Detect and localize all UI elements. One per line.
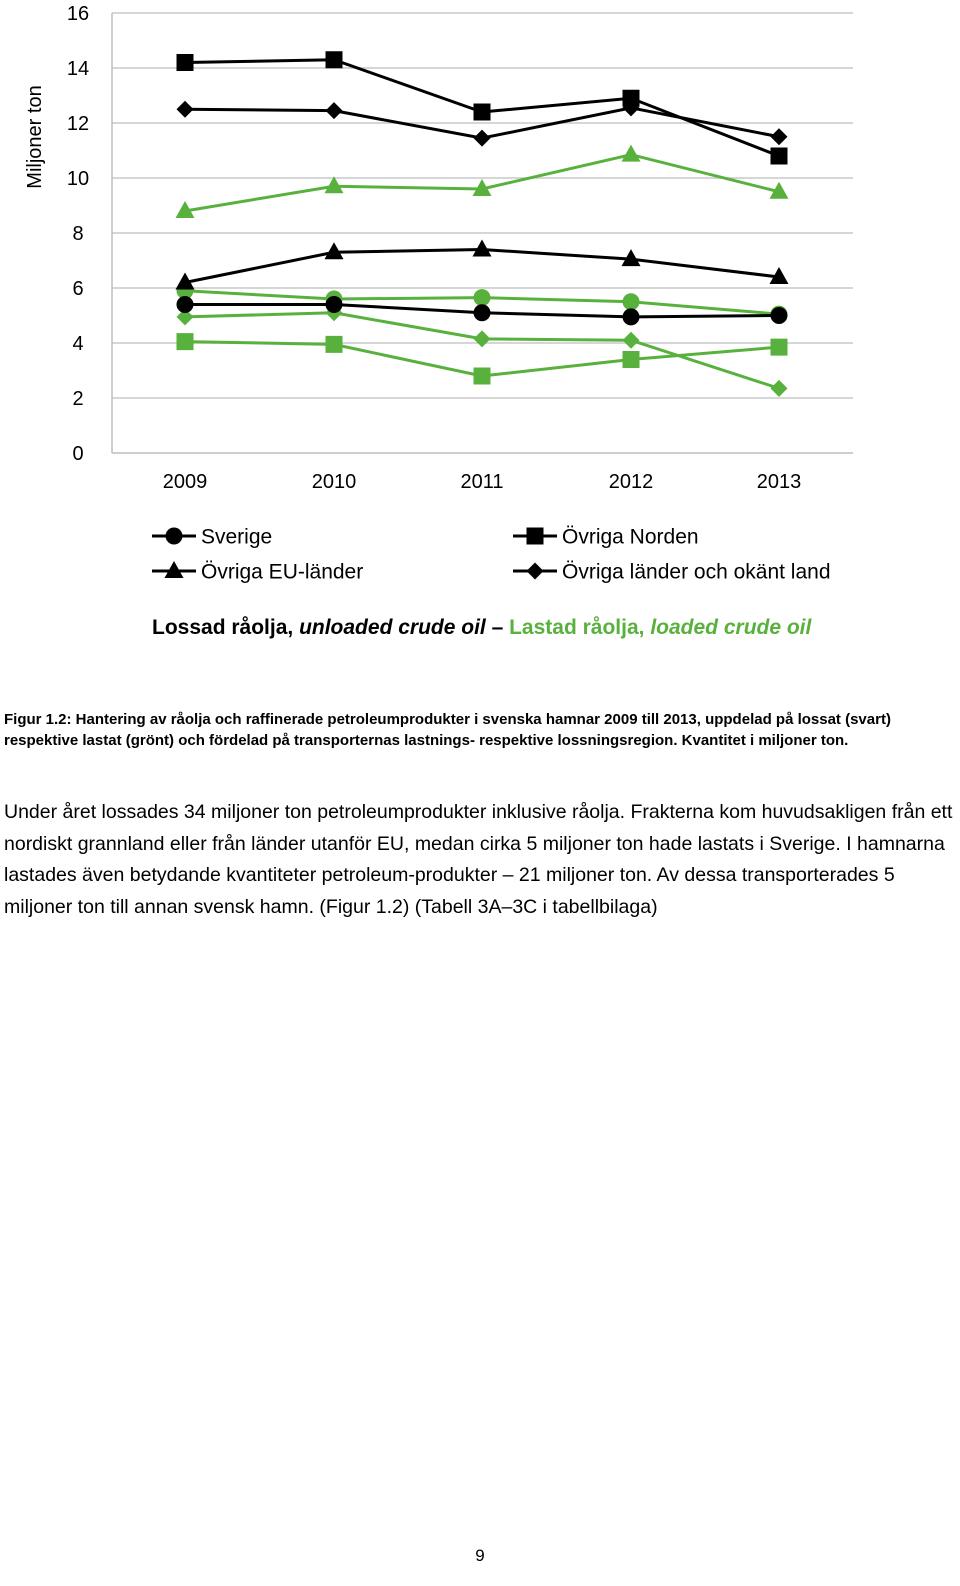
subtitle-lastad-sv: Lastad råolja, <box>509 616 651 639</box>
subtitle-lossad-sv: Lossad råolja, <box>152 616 300 639</box>
x-tick-label: 2009 <box>162 471 208 493</box>
subtitle-lossad <box>152 616 486 639</box>
data-point-lossad-square <box>771 148 788 165</box>
subtitle-dash: – <box>485 616 510 639</box>
y-tick-label: 10 <box>66 168 90 190</box>
data-point-lossad-triangle <box>473 240 492 257</box>
data-point-lossad-circle <box>326 296 343 313</box>
data-point-lossad-diamond <box>474 130 491 147</box>
body-paragraph <box>4 797 954 923</box>
page-number: 9 <box>475 1546 485 1565</box>
data-point-lastad-square <box>623 351 640 368</box>
legend-label: Övriga Norden <box>562 525 699 549</box>
data-point-lastad-square <box>771 339 788 356</box>
legend-marker-circle <box>166 528 183 545</box>
data-point-lastad-square <box>177 333 194 350</box>
legend-label: Övriga EU-länder <box>201 560 364 584</box>
y-tick-label: 14 <box>66 58 90 80</box>
figure-caption: Figur 1.2: Hantering av råolja och raffinerade petroleumprodukter i svenska hamnar 2009 till 2013, uppdelad på lossat (svart) respektive lastat (grönt) och fördelad på transporternas lastnings- respektive lossningsregion. Kvantitet i miljoner ton. <box>4 711 891 749</box>
subtitle-lossad-en: unloaded crude oil <box>299 616 486 639</box>
data-point-lossad-square <box>474 104 491 121</box>
line-chart <box>0 0 960 600</box>
data-point-lossad-square <box>326 51 343 68</box>
data-point-lossad-square <box>177 54 194 71</box>
x-tick-label: 2013 <box>756 471 802 493</box>
data-point-lastad-diamond <box>623 332 640 349</box>
data-point-lastad-diamond <box>771 380 788 397</box>
data-point-lastad-triangle <box>622 145 641 162</box>
subtitle-lastad-en: loaded crude oil <box>650 616 812 639</box>
data-point-lossad-circle <box>177 296 194 313</box>
data-point-lastad-diamond <box>474 330 491 347</box>
x-tick-label: 2012 <box>608 471 654 493</box>
x-tick-label: 2010 <box>311 471 357 493</box>
data-point-lastad-circle <box>623 293 640 310</box>
legend-marker-diamond <box>527 563 544 580</box>
y-tick-label: 4 <box>72 333 84 355</box>
y-tick-label: 0 <box>72 443 84 465</box>
data-point-lossad-diamond <box>326 102 343 119</box>
y-axis-label: Miljoner ton <box>24 85 46 189</box>
data-point-lastad-square <box>326 336 343 353</box>
legend-label: Sverige <box>201 525 273 549</box>
data-point-lossad-circle <box>623 308 640 325</box>
data-point-lastad-square <box>474 368 491 385</box>
data-point-lastad-circle <box>474 289 491 306</box>
y-tick-label: 16 <box>66 3 90 25</box>
data-point-lastad-triangle <box>325 176 344 193</box>
y-tick-label: 2 <box>72 388 84 410</box>
legend-marker-square <box>527 528 544 545</box>
data-point-lossad-circle <box>771 307 788 324</box>
x-tick-label: 2011 <box>460 471 504 493</box>
y-tick-label: 12 <box>66 113 90 135</box>
chart-subtitle <box>152 616 811 640</box>
data-point-lossad-circle <box>474 304 491 321</box>
data-point-lossad-diamond <box>177 101 194 118</box>
y-tick-label: 8 <box>72 223 84 245</box>
body-paragraph-text: Under året lossades 34 miljoner ton petroleumprodukter inklusive råolja. Frakterna kom huvudsakligen från ett nordiskt grannland eller från länder utanför EU, medan cirka 5 miljoner ton hade lastats i Sverige. I hamnarna lastades även betydande kvantiteter petroleum-produkter – 21 miljoner ton. Av dessa transporterades 5 miljoner ton till annan svensk hamn. (Figur 1.2) (Tabell 3A–3C i tabellbilaga) <box>4 801 953 918</box>
subtitle-lastad <box>509 616 811 639</box>
data-point-lossad-diamond <box>771 128 788 145</box>
legend-label: Övriga länder och okänt land <box>562 560 831 584</box>
y-tick-label: 6 <box>72 278 84 300</box>
